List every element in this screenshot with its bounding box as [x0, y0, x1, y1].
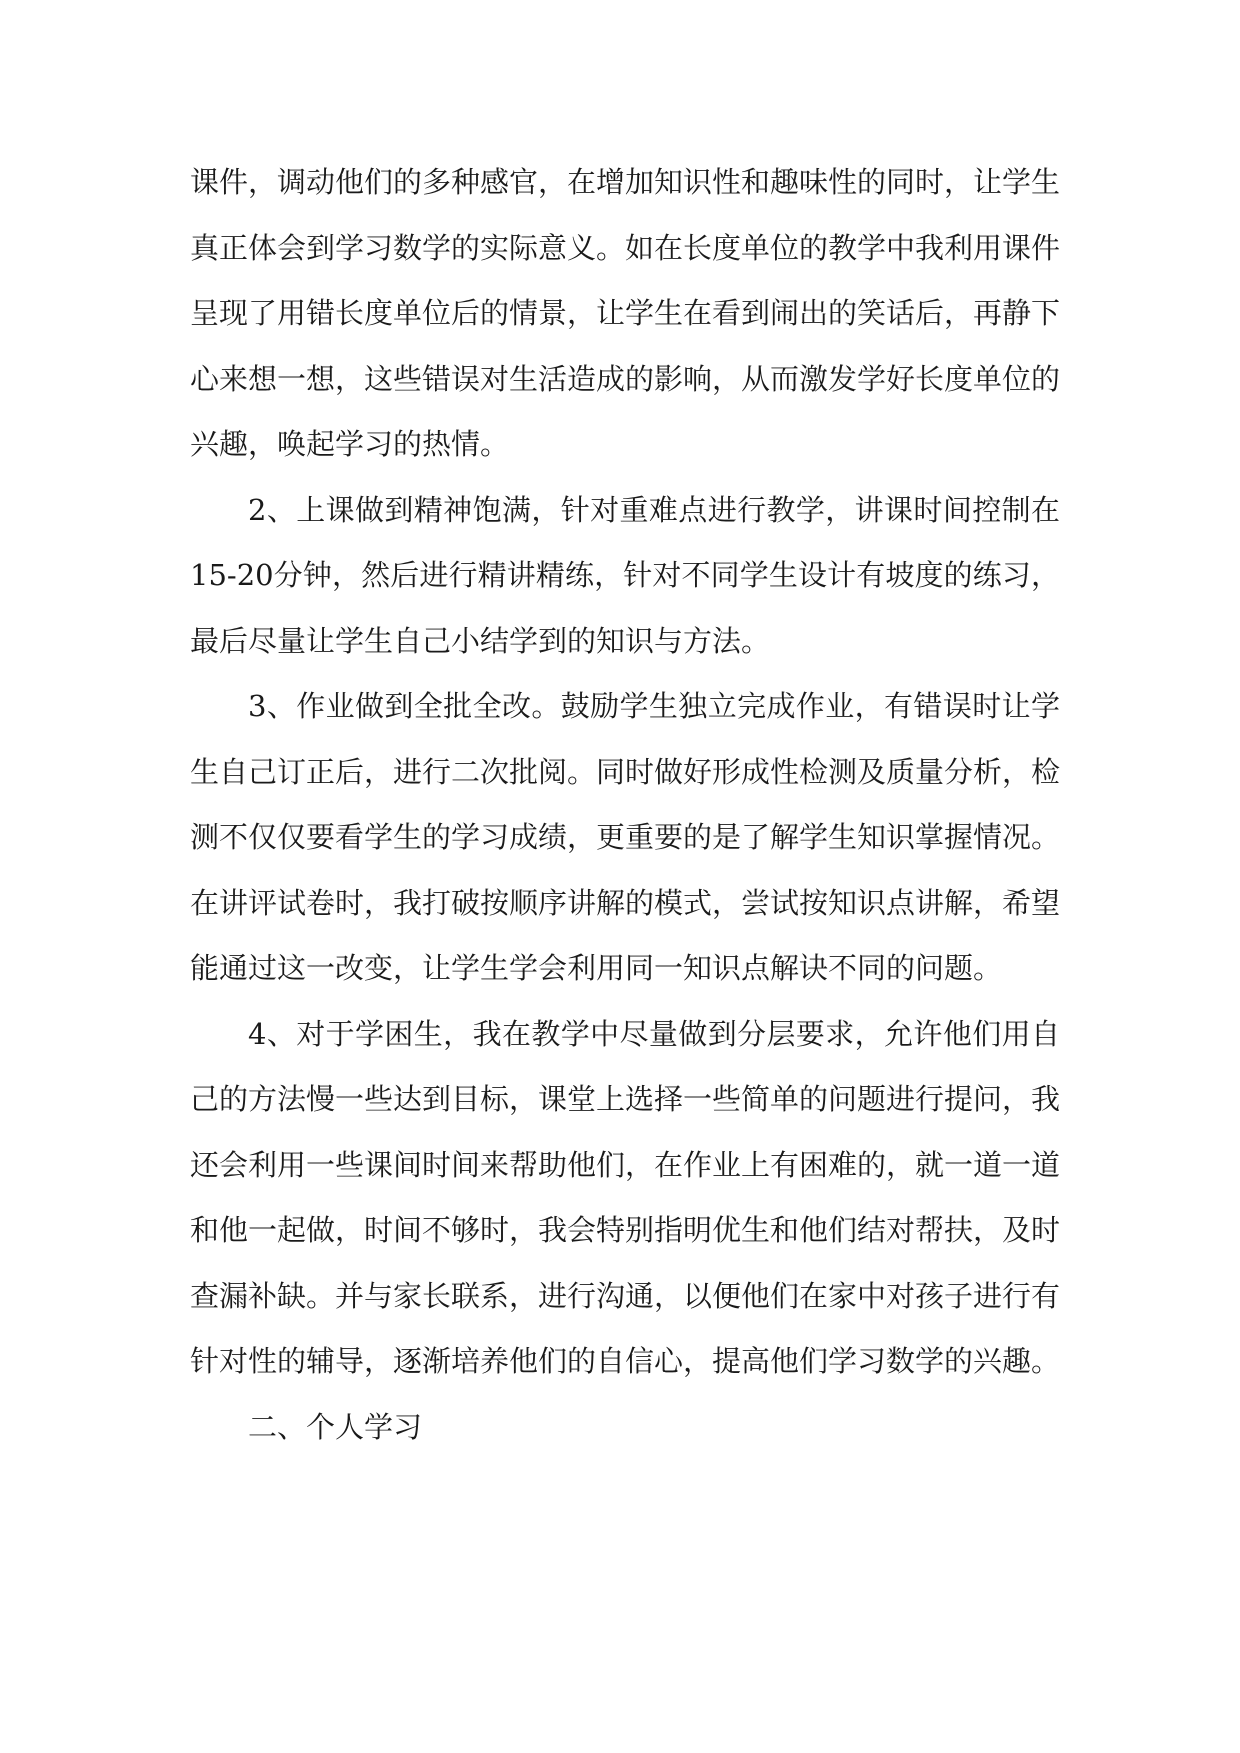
paragraph-item-2-lecture: 2、上课做到精神饱满，针对重难点进行教学，讲课时间控制在15-20分钟，然后进行精讲精练，针对不同学生设计有坡度的练习，最后尽量让学生自己小结学到的知识与方法。 — [190, 492, 1060, 658]
paragraph-item-4-struggling-students: 4、对于学困生，我在教学中尽量做到分层要求，允许他们用自己的方法慢一些达到目标，课堂上选择一些简单的问题进行提问，我还会利用一些课间时间来帮助他们，在作业上有困难的，就一道一道和他一起做，时间不够时，我会特别指明优生和他们结对帮扶，及时查漏补缺。并与家长联系，进行沟通，以便他们在家中对孩子进行有针对性的辅导，逐渐培养他们的自信心，提高他们学习数学的兴趣。 — [190, 1016, 1061, 1378]
body-text — [190, 150, 1060, 1460]
section-heading-personal-study: 二、个人学习 — [248, 1409, 423, 1444]
paragraph-item-3-homework: 3、作业做到全批全改。鼓励学生独立完成作业，有错误时让学生自己订正后，进行二次批阅。同时做好形成性检测及质量分析，检测不仅仅要看学生的学习成绩，更重要的是了解学生知识掌握情况。在讲评试卷时，我打破按顺序讲解的模式，尝试按知识点讲解，希望能通过这一改变，让学生学会利用同一知识点解诀不同的问题。 — [190, 689, 1061, 985]
paragraph-courseware-continued: 课件，调动他们的多种感官，在增加知识性和趣味性的同时，让学生真正体会到学习数学的实际意义。如在长度单位的教学中我利用课件呈现了用错长度单位后的情景，让学生在看到闹出的笑话后，再静下心来想一想，这些错误对生活造成的影响，从而激发学好长度单位的兴趣，唤起学习的热情。 — [190, 165, 1061, 461]
